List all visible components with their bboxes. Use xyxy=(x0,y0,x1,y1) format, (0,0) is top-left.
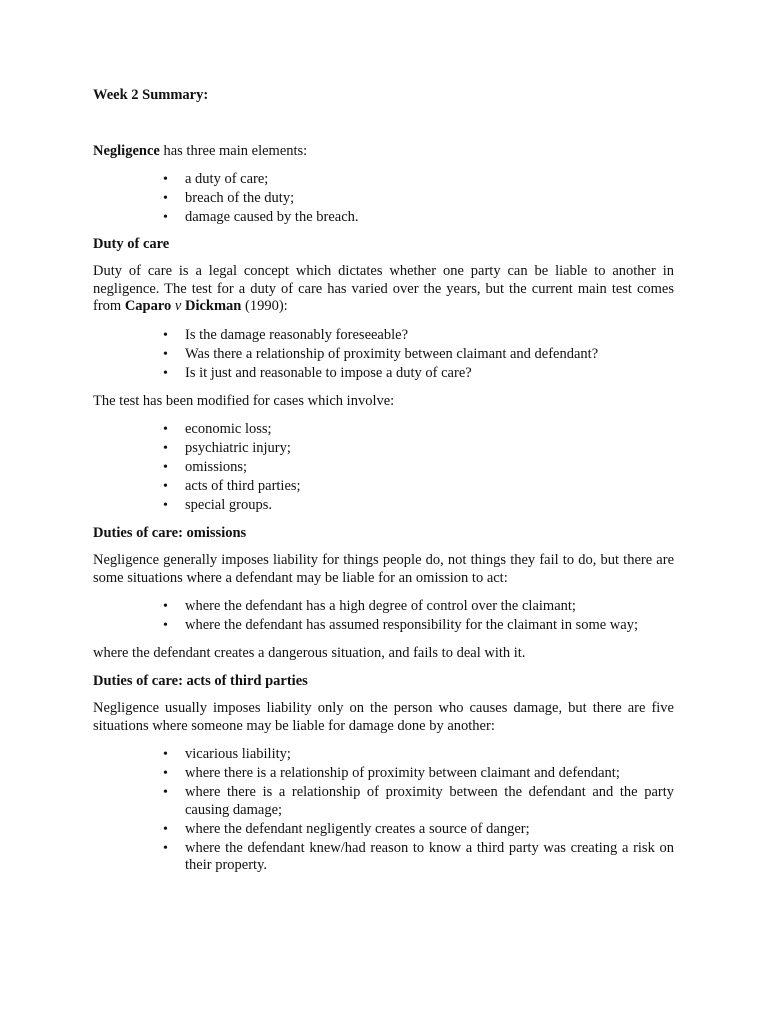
case-name-dickman: Dickman xyxy=(184,298,242,314)
list-item: • economic loss; xyxy=(93,421,674,439)
omissions-heading: Duties of care: omissions xyxy=(93,525,247,541)
third-parties-list xyxy=(93,746,674,875)
list-item: • damage caused by the breach. xyxy=(93,209,674,227)
list-item: • where there is a relationship of proximity between claimant and defendant; xyxy=(93,765,674,783)
caparo-test-list xyxy=(93,327,674,383)
omissions-list xyxy=(93,598,674,635)
negligence-term: Negligence xyxy=(93,143,160,159)
list-item: • vicarious liability; xyxy=(93,746,674,764)
list-item: • where the defendant has assumed responsibility for the claimant in some way; xyxy=(93,617,674,635)
list-item: • where the defendant has a high degree of control over the claimant; xyxy=(93,598,674,616)
case-name-caparo: Caparo xyxy=(124,298,172,314)
list-item: • psychiatric injury; xyxy=(93,440,674,458)
elements-list xyxy=(93,171,674,227)
modified-intro: The test has been modified for cases which involve: xyxy=(93,393,395,409)
list-item: • breach of the duty; xyxy=(93,190,674,208)
omissions-paragraph: Negligence generally imposes liability for things people do, not things they fail to do, but there are some situations where a defendant may be liable for an omission to act: xyxy=(93,552,674,586)
list-item: • where there is a relationship of proximity between the defendant and the party causing damage; xyxy=(93,784,674,819)
list-item: • Is the damage reasonably foreseeable? xyxy=(93,327,674,345)
list-item: • where the defendant negligently creates a source of danger; xyxy=(93,821,674,839)
duty-of-care-paragraph: Duty of care is a legal concept which dictates whether one party can be liable to another in negligence. The test for a duty of care has varied over the years, but the current main test comes from Caparo v Dickman (1990): xyxy=(93,263,674,314)
omissions-trailing-text: where the defendant creates a dangerous situation, and fails to deal with it. xyxy=(93,645,526,661)
document-title: Week 2 Summary: xyxy=(93,87,209,103)
list-item: • Was there a relationship of proximity between claimant and defendant? xyxy=(93,346,674,364)
duty-of-care-heading: Duty of care xyxy=(93,236,170,252)
third-parties-heading: Duties of care: acts of third parties xyxy=(93,673,308,689)
list-item: • omissions; xyxy=(93,459,674,477)
list-item: • Is it just and reasonable to impose a duty of care? xyxy=(93,365,674,383)
intro-paragraph xyxy=(93,143,674,161)
intro-text: has three main elements: xyxy=(159,143,308,159)
list-item: • a duty of care; xyxy=(93,171,674,189)
list-item: • where the defendant knew/had reason to know a third party was creating a risk on their property. xyxy=(93,840,674,875)
third-parties-paragraph: Negligence usually imposes liability only on the person who causes damage, but there are five situations where someone may be liable for damage done by another: xyxy=(93,700,674,734)
modified-cases-list xyxy=(93,421,674,515)
list-item: • special groups. xyxy=(93,497,674,515)
list-item: • acts of third parties; xyxy=(93,478,674,496)
